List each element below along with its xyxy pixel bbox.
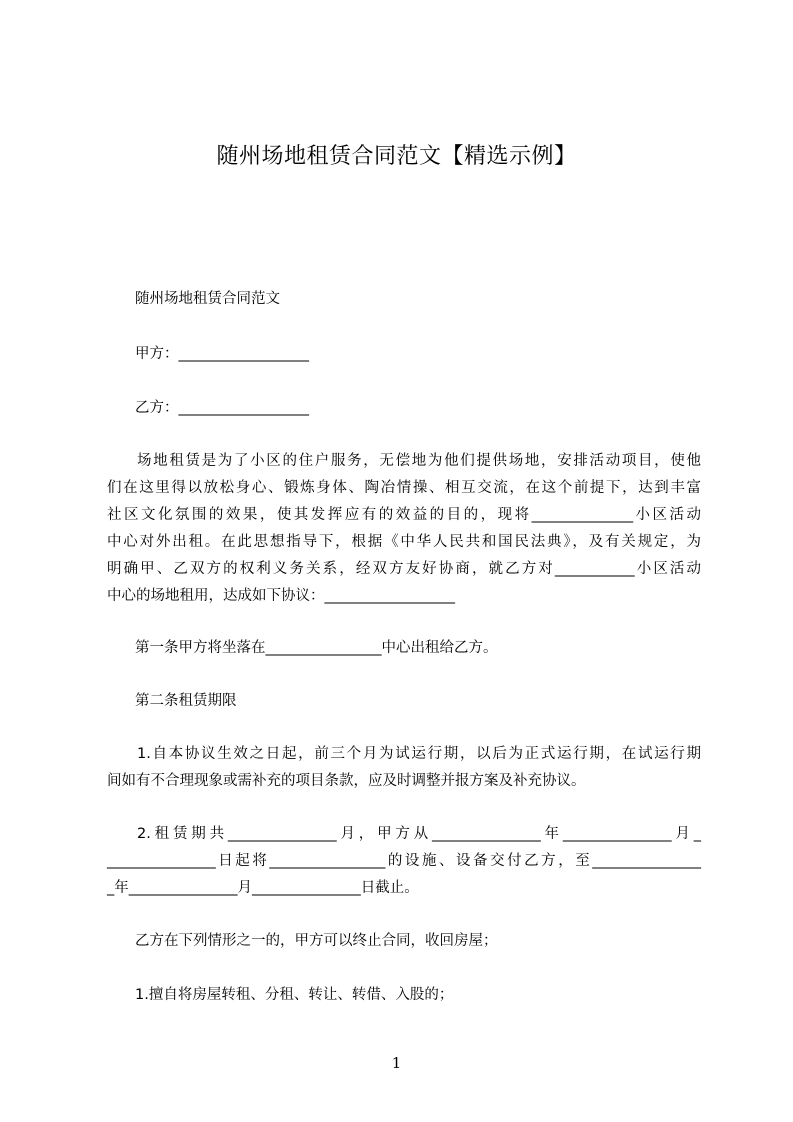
clause-1-line: 间如有不合理现象或需补充的项目条款，应及时调整并报方案及补充协议。 <box>107 773 586 789</box>
intro-line: 们在这里得以放松身心、锻炼身体、陶冶情操、相互交流，在这个前提下，达到丰富 <box>107 480 701 496</box>
clause-1-line: 1.自本协议生效之日起，前三个月为试运行期，以后为正式运行期，在试运行期 <box>137 746 701 762</box>
intro-line: 场地租赁是为了小区的住户服务，无偿地为他们提供场地，安排活动项目，使他 <box>137 453 701 469</box>
intro-line: 中心的场地租用，达成如下协议：__________________ <box>107 588 455 604</box>
page-number: 1 <box>391 1054 402 1072</box>
clause-2-line: 2.租赁期共_______________月，甲方从_______________年_______________月_ <box>137 826 701 842</box>
party-a-line: 甲方：__________________ <box>135 346 309 362</box>
intro-line: 明确甲、乙双方的权利义务关系，经双方友好协商，就乙方对___________小区活动 <box>107 561 701 577</box>
document-title: 随州场地租赁合同范文【精选示例】 <box>216 144 577 169</box>
document-subtitle: 随州场地租赁合同范文 <box>135 291 280 307</box>
article-1: 第一条甲方将坐落在________________中心出租给乙方。 <box>135 640 498 656</box>
intro-line: 中心对外出租。在此思想指导下，根据《中华人民共和国民法典》，及有关规定，为 <box>107 534 701 550</box>
article-2-title: 第二条租赁期限 <box>135 693 237 709</box>
clause-2-line: _年_______________月_______________日截止。 <box>107 880 419 896</box>
intro-line: 社区文化氛围的效果，使其发挥应有的效益的目的，现将______________小区活动 <box>107 507 701 523</box>
termination-intro: 乙方在下列情形之一的，甲方可以终止合同，收回房屋； <box>135 933 498 949</box>
clause-2-line: _______________日起将________________的设施、设备交付乙方，至_______________ <box>107 853 701 869</box>
party-b-line: 乙方：__________________ <box>135 400 309 416</box>
termination-item-1: 1.擅自将房屋转租、分租、转让、转借、入股的； <box>135 987 454 1003</box>
